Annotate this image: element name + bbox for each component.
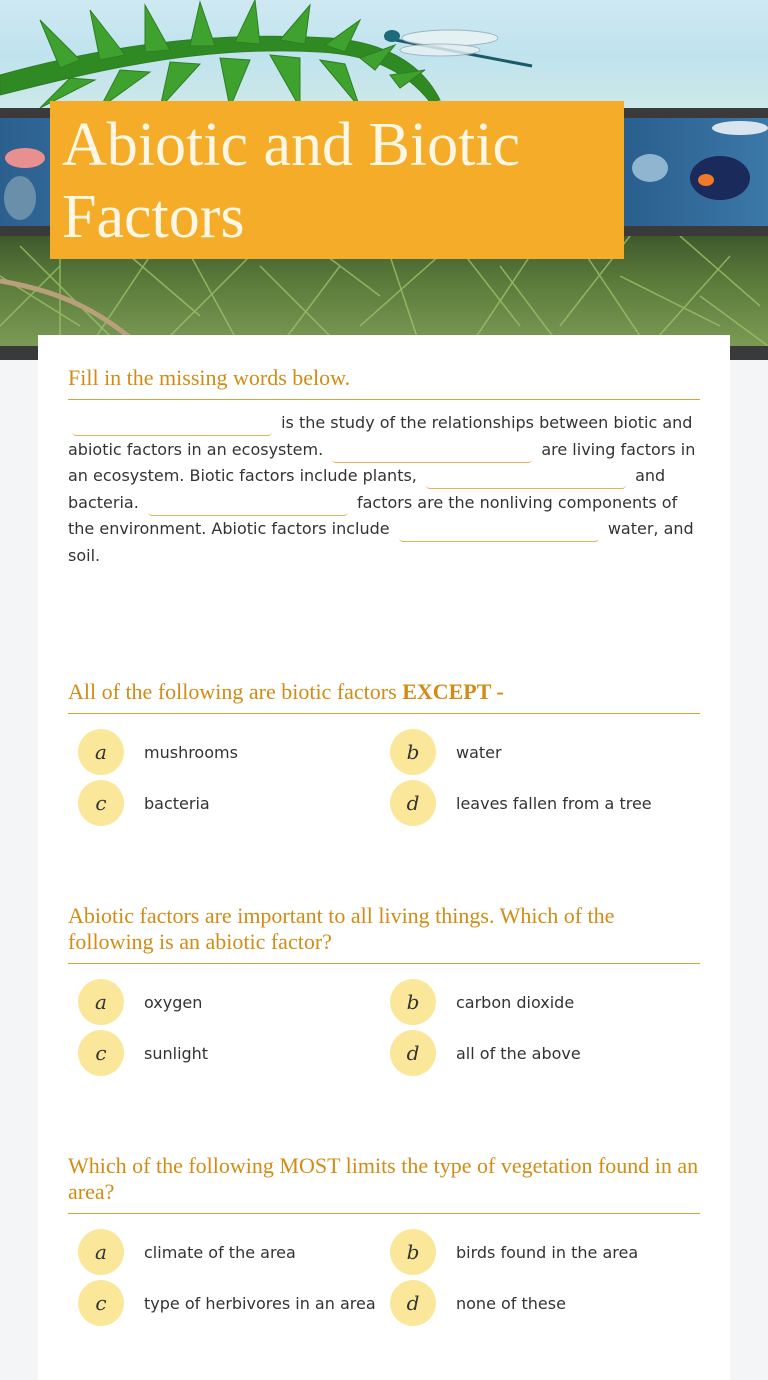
question-3 <box>68 1153 700 1338</box>
worksheet-card <box>38 335 730 1380</box>
fern-dragonfly-photo <box>0 0 768 108</box>
option-b[interactable] <box>390 728 702 776</box>
option-letter-badge: d <box>390 1030 436 1076</box>
option-label: carbon dioxide <box>456 992 575 1012</box>
blank-input-5[interactable] <box>399 520 599 542</box>
option-letter-badge: b <box>390 979 436 1025</box>
option-label: none of these <box>456 1293 566 1313</box>
option-a[interactable] <box>78 1228 390 1276</box>
question-2 <box>68 903 700 1088</box>
option-letter-badge: b <box>390 729 436 775</box>
header-banner <box>0 0 768 360</box>
answer-options <box>68 978 700 1088</box>
option-letter-badge: d <box>390 1280 436 1326</box>
option-label: climate of the area <box>144 1242 296 1262</box>
fill-in-section <box>68 365 700 569</box>
option-d[interactable] <box>390 1279 702 1327</box>
option-letter-badge: d <box>390 780 436 826</box>
option-c[interactable] <box>78 1279 390 1327</box>
option-c[interactable] <box>78 779 390 827</box>
option-letter-badge: a <box>78 1229 124 1275</box>
blank-input-4[interactable] <box>148 494 348 516</box>
question-heading: Abiotic factors are important to all living things. Which of the following is an abiotic factor? <box>68 903 700 964</box>
option-d[interactable] <box>390 1029 702 1077</box>
question-1 <box>68 679 700 838</box>
question-heading: Which of the following MOST limits the type of vegetation found in an area? <box>68 1153 700 1214</box>
option-label: leaves fallen from a tree <box>456 793 652 813</box>
option-label: birds found in the area <box>456 1242 639 1262</box>
option-label: water <box>456 742 502 762</box>
blank-input-1[interactable] <box>72 414 272 436</box>
question-heading: All of the following are biotic factors EXCEPT - <box>68 679 700 714</box>
option-letter-badge: c <box>78 780 124 826</box>
blank-input-3[interactable] <box>426 467 626 489</box>
option-label: type of herbivores in an area <box>144 1293 376 1313</box>
option-a[interactable] <box>78 978 390 1026</box>
option-label: bacteria <box>144 793 210 813</box>
option-a[interactable] <box>78 728 390 776</box>
option-label: sunlight <box>144 1043 209 1063</box>
page-title: Abiotic and Biotic Factors <box>62 111 521 251</box>
answer-options <box>68 728 700 838</box>
option-letter-badge: c <box>78 1280 124 1326</box>
option-b[interactable] <box>390 978 702 1026</box>
option-label: oxygen <box>144 992 203 1012</box>
option-letter-badge: a <box>78 979 124 1025</box>
option-letter-badge: a <box>78 729 124 775</box>
option-letter-badge: b <box>390 1229 436 1275</box>
fill-in-paragraph: is the study of the relationships between biotic and abiotic factors in an ecosystem. are living factors in an ecosystem. Biotic factors include plants, and bacteria. factors are the nonliving components of the environment. Abiotic factors include water, and soil. <box>68 413 696 565</box>
option-label: all of the above <box>456 1043 581 1063</box>
option-label: mushrooms <box>144 742 238 762</box>
option-d[interactable] <box>390 779 702 827</box>
section-heading: Fill in the missing words below. <box>68 365 700 400</box>
option-letter-badge: c <box>78 1030 124 1076</box>
title-banner <box>50 101 624 259</box>
answer-options <box>68 1228 700 1338</box>
option-b[interactable] <box>390 1228 702 1276</box>
blank-input-2[interactable] <box>332 441 532 463</box>
option-c[interactable] <box>78 1029 390 1077</box>
